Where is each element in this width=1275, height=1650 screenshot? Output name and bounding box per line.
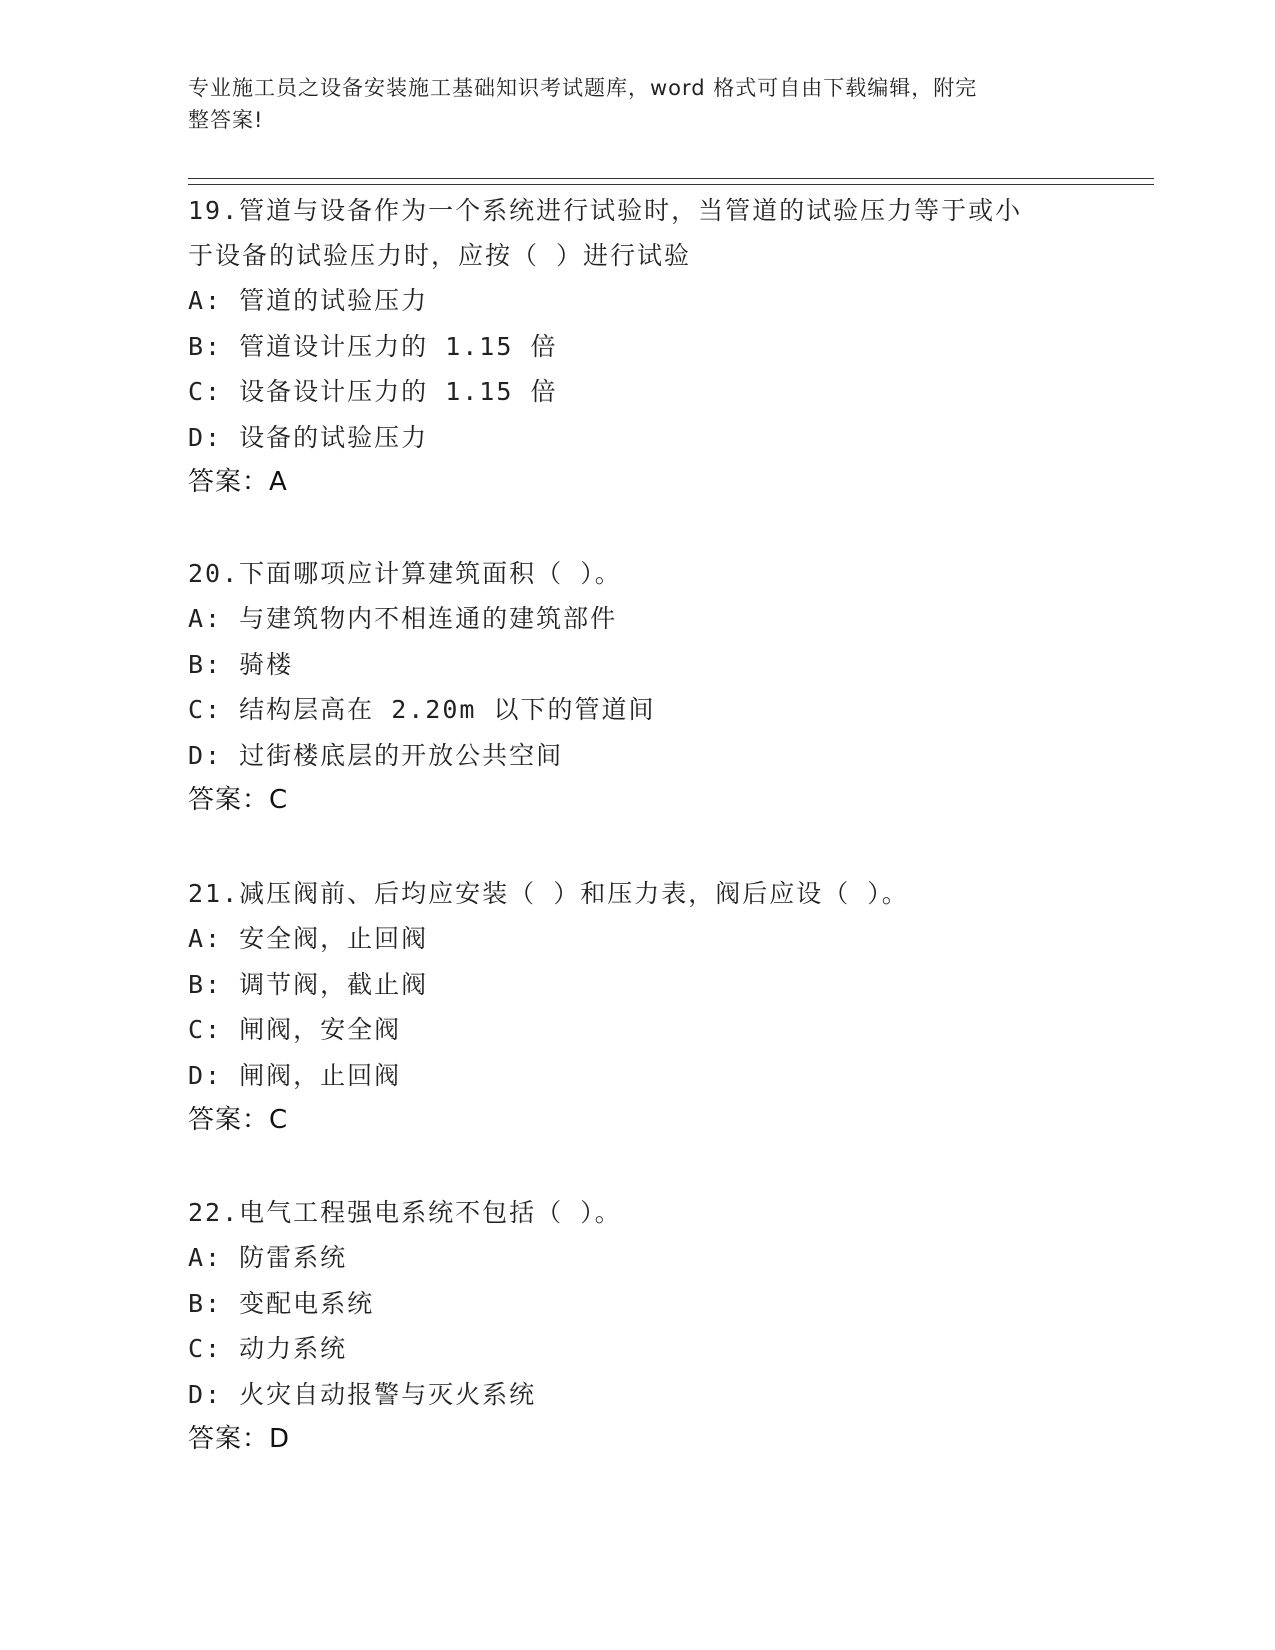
option-c: C: 动力系统 bbox=[188, 1334, 348, 1363]
document-header bbox=[188, 72, 1068, 136]
question-21 bbox=[188, 871, 1088, 1144]
option-d: D: 闸阀，止回阀 bbox=[188, 1060, 402, 1090]
header-divider-bottom bbox=[188, 184, 1154, 185]
question-title-line-1: 19.管道与设备作为一个系统进行试验时，当管道的试验压力等于或小 bbox=[188, 196, 1023, 225]
option-d: D: 设备的试验压力 bbox=[188, 422, 429, 452]
header-line-1: 专业施工员之设备安装施工基础知识考试题库，word 格式可自由下载编辑，附完 bbox=[188, 76, 978, 100]
option-a: A: 与建筑物内不相连通的建筑部件 bbox=[188, 604, 618, 633]
option-a: A: 管道的试验压力 bbox=[188, 286, 429, 315]
header-line-2: 整答案! bbox=[188, 108, 264, 132]
answer-line: 答案：C bbox=[188, 1105, 289, 1135]
question-title-line-1: 22.电气工程强电系统不包括（ ）。 bbox=[188, 1198, 622, 1227]
option-c: C: 闸阀，安全阀 bbox=[188, 1015, 402, 1044]
option-a: A: 防雷系统 bbox=[188, 1243, 348, 1272]
option-d: D: 火灾自动报警与灭火系统 bbox=[188, 1379, 537, 1409]
header-divider-top bbox=[188, 178, 1154, 179]
option-a: A: 安全阀，止回阀 bbox=[188, 924, 429, 953]
answer-line: 答案：D bbox=[188, 1424, 291, 1454]
question-title-line-2: 于设备的试验压力时，应按（ ）进行试验 bbox=[188, 241, 692, 270]
option-b: B: 变配电系统 bbox=[188, 1288, 375, 1318]
option-d: D: 过街楼底层的开放公共空间 bbox=[188, 740, 564, 770]
option-b: B: 骑楼 bbox=[188, 649, 294, 679]
option-c: C: 结构层高在 2.20m 以下的管道间 bbox=[188, 695, 656, 724]
answer-line: 答案：C bbox=[188, 785, 289, 815]
option-c: C: 设备设计压力的 1.15 倍 bbox=[188, 377, 558, 406]
option-b: B: 管道设计压力的 1.15 倍 bbox=[188, 331, 558, 361]
question-title-line-1: 20.下面哪项应计算建筑面积（ ）。 bbox=[188, 559, 622, 588]
question-20 bbox=[188, 551, 1088, 824]
question-22 bbox=[188, 1190, 1088, 1463]
question-19 bbox=[188, 188, 1088, 506]
question-title-line-1: 21.减压阀前、后均应安装（ ）和压力表，阀后应设（ ）。 bbox=[188, 879, 909, 908]
answer-line: 答案：A bbox=[188, 467, 288, 497]
option-b: B: 调节阀，截止阀 bbox=[188, 969, 429, 999]
